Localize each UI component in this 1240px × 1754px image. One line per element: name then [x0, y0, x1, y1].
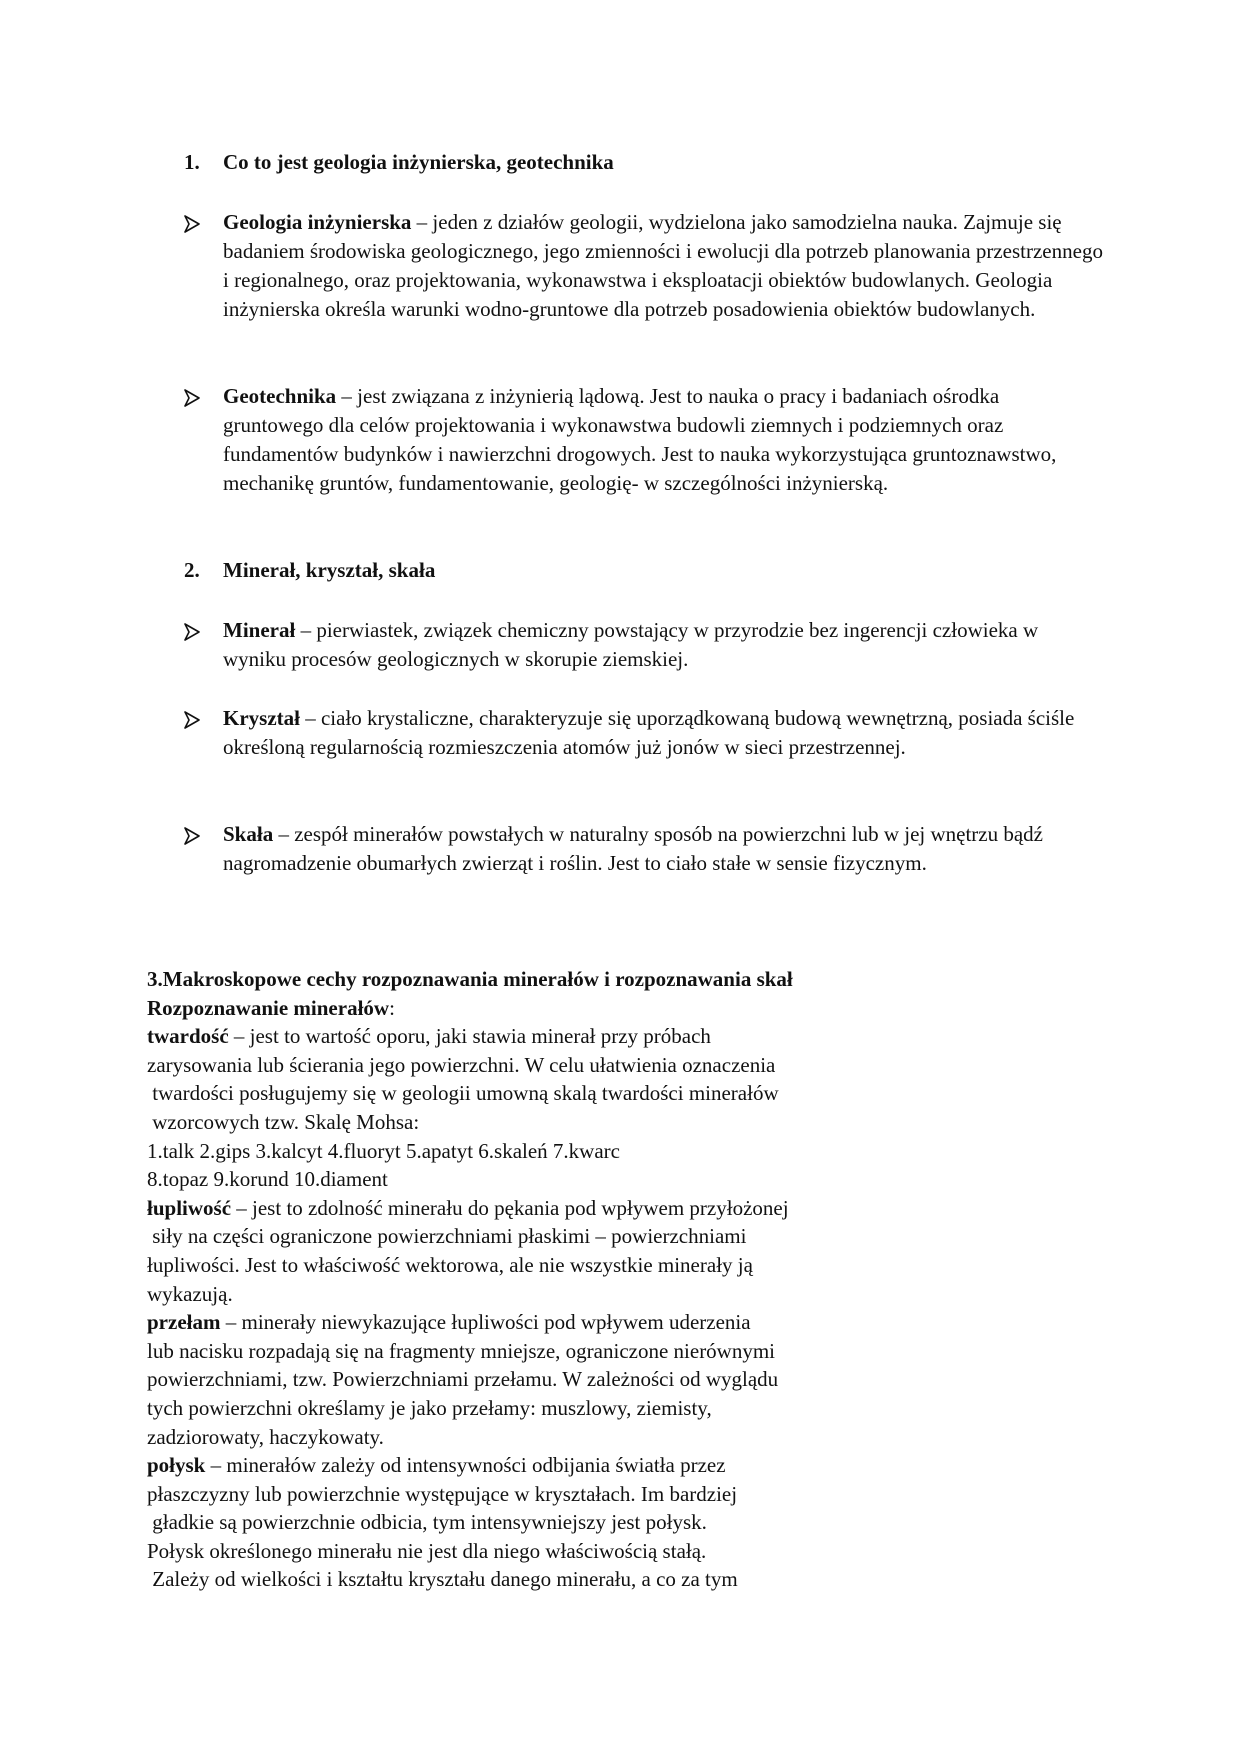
definition-text: – zespół minerałów powstałych w naturalny sposób na powierzchni lub w jej wnętrzu bądź nagromadzenie obumarłych zwierząt i roślin. Jest to ciało stałe w sensie fizycznym. — [223, 822, 1043, 875]
section-3-subtitle: Rozpoznawanie minerałów: — [147, 995, 395, 1020]
definition-text: – jest związana z inżynierią lądową. Jest to nauka o pracy i badaniach ośrodka gruntowego dla celów projektowania i wykonawstwa budowli ziemnych i podziemnych oraz fundamentów budynków i nawierzchni drogowych. Jest to nauka wykorzystująca gruntoznawstwo, mechanikę gruntów, fundamentowanie, geologię- w szczególności inżynierską. — [223, 384, 1057, 495]
term-lupliwosc: łupliwość — [147, 1195, 232, 1220]
arrow-bullet-icon — [184, 822, 204, 850]
section-1-number: 1. — [184, 150, 200, 174]
mohs-scale-line: 8.topaz 9.korund 10.diament — [147, 1167, 388, 1192]
section-3-title: 3.Makroskopowe cechy rozpoznawania minerałów i rozpoznawania skał — [147, 967, 793, 991]
mohs-scale-line: 1.talk 2.gips 3.kalcyt 4.fluoryt 5.apatyt 6.skaleń 7.kwarc — [147, 1138, 620, 1163]
text-line: zarysowania lub ścierania jego powierzchni. W celu ułatwienia oznaczenia — [147, 1052, 776, 1077]
section-2-number: 2. — [184, 558, 200, 582]
definition-mineral — [223, 616, 1103, 674]
definition-krysztal — [223, 704, 1103, 762]
text-line: zadziorowaty, haczykowaty. — [147, 1424, 384, 1449]
przelam-line: przełam – minerały niewykazujące łupliwości pod wpływem uderzenia — [147, 1310, 751, 1335]
term-geotechnika: Geotechnika — [223, 384, 337, 408]
twardosc-line: twardość – jest to wartość oporu, jaki stawia minerał przy próbach — [147, 1024, 711, 1049]
section-2-title: Minerał, kryształ, skała — [223, 558, 436, 582]
term-mineral: Minerał — [223, 618, 296, 642]
text-line: siły na części ograniczone powierzchniami płaskimi – powierzchniami — [147, 1224, 747, 1249]
text-line: tych powierzchni określamy je jako przełamy: muszlowy, ziemisty, — [147, 1395, 712, 1420]
section-1-title: Co to jest geologia inżynierska, geotechnika — [223, 150, 614, 174]
arrow-bullet-icon — [184, 384, 204, 412]
arrow-bullet-icon — [184, 618, 204, 646]
text-line: wykazują. — [147, 1281, 233, 1306]
lupliwosc-line: łupliwość – jest to zdolność minerału do pękania pod wpływem przyłożonej — [147, 1195, 789, 1220]
term-twardosc: twardość — [147, 1024, 229, 1049]
term-polysk: połysk — [147, 1453, 206, 1478]
definition-text: – pierwiastek, związek chemiczny powstający w przyrodzie bez ingerencji człowieka w wyniku procesów geologicznych w skorupie ziemskiej. — [223, 618, 1039, 671]
term-przelam: przełam — [147, 1310, 221, 1335]
section-3 — [147, 965, 927, 1594]
definition-skala — [223, 820, 1103, 878]
definition-text: – ciało krystaliczne, charakteryzuje się uporządkowaną budową wewnętrzną, posiada ściśle określoną regularnością rozmieszczenia atomów już jonów w sieci przestrzennej. — [223, 706, 1075, 759]
definition-geotechnika — [223, 382, 1103, 498]
arrow-bullet-icon — [184, 210, 204, 238]
polysk-line: połysk – minerałów zależy od intensywności odbijania światła przez — [147, 1453, 726, 1478]
text-line: wzorcowych tzw. Skalę Mohsa: — [147, 1109, 420, 1134]
text-line: łupliwości. Jest to właściwość wektorowa, ale nie wszystkie minerały ją — [147, 1252, 753, 1277]
text-line: gładkie są powierzchnie odbicia, tym intensywniejszy jest połysk. — [147, 1510, 707, 1535]
term-geologia-inzynierska: Geologia inżynierska — [223, 210, 412, 234]
text-line: twardości posługujemy się w geologii umowną skalą twardości minerałów — [147, 1081, 779, 1106]
arrow-bullet-icon — [184, 706, 204, 734]
text-line: powierzchniami, tzw. Powierzchniami przełamu. W zależności od wyglądu — [147, 1367, 779, 1392]
text-line: płaszczyzny lub powierzchnie występujące w kryształach. Im bardziej — [147, 1481, 738, 1506]
term-krysztal: Kryształ — [223, 706, 300, 730]
term-skala: Skała — [223, 822, 274, 846]
definition-text: – jeden z działów geologii, wydzielona jako samodzielna nauka. Zajmuje się badaniem środowiska geologicznego, jego zmienności i ewolucji dla potrzeb planowania przestrzennego i regionalnego, oraz projektowania, wykonawstwa i eksploatacji obiektów budowlanych. Geologia inżynierska określa warunki wodno-gruntowe dla potrzeb posadowienia obiektów budowlanych. — [223, 210, 1103, 321]
text-line: Zależy od wielkości i kształtu kryształu danego minerału, a co za tym — [147, 1567, 738, 1592]
definition-geologia-inzynierska — [223, 208, 1103, 324]
text-line: Połysk określonego minerału nie jest dla niego właściwością stałą. — [147, 1538, 707, 1563]
text-line: lub nacisku rozpadają się na fragmenty mniejsze, ograniczone nierównymi — [147, 1338, 776, 1363]
